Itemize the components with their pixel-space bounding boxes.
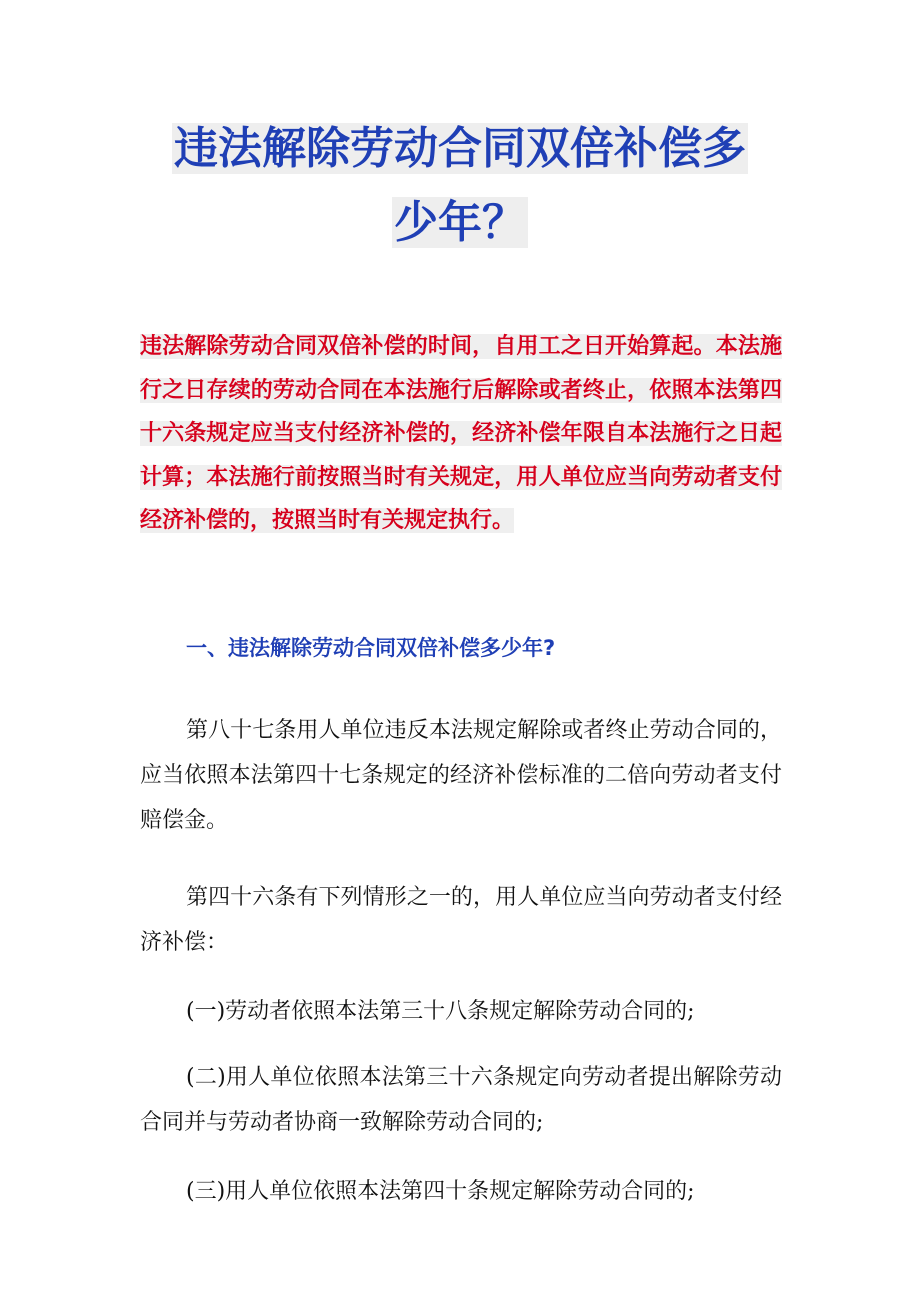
section-heading: 一、违法解除劳动合同双倍补偿多少年? xyxy=(186,636,556,660)
document-title xyxy=(120,112,800,260)
list-item: (一)劳动者依照本法第三十八条规定解除劳动合同的; xyxy=(186,999,695,1024)
list-item: (三)用人单位依照本法第四十条规定解除劳动合同的; xyxy=(186,1179,695,1204)
title-line-1: 违法解除劳动合同双倍补偿多 xyxy=(174,123,746,174)
summary-paragraph xyxy=(140,325,782,543)
body-paragraph: 第八十七条用人单位违反本法规定解除或者终止劳动合同的，应当依照本法第四十七条规定的经济补偿标准的二倍向劳动者支付赔偿金。 xyxy=(140,718,782,833)
list-item: (二)用人单位依照本法第三十六条规定向劳动者提出解除劳动合同并与劳动者协商一致解除劳动合同的; xyxy=(140,1065,782,1135)
body-paragraph: 第四十六条有下列情形之一的，用人单位应当向劳动者支付经济补偿： xyxy=(140,885,782,955)
summary-text: 违法解除劳动合同双倍补偿的时间，自用工之日开始算起。本法施行之日存续的劳动合同在本法施行后解除或者终止，依照本法第四十六条规定应当支付经济补偿的，经济补偿年限自本法施行之日起计算；本法施行前按照当时有关规定，用人单位应当向劳动者支付经济补偿的，按照当时有关规定执行。 xyxy=(140,334,782,533)
title-line-2: 少年？ xyxy=(394,197,526,248)
